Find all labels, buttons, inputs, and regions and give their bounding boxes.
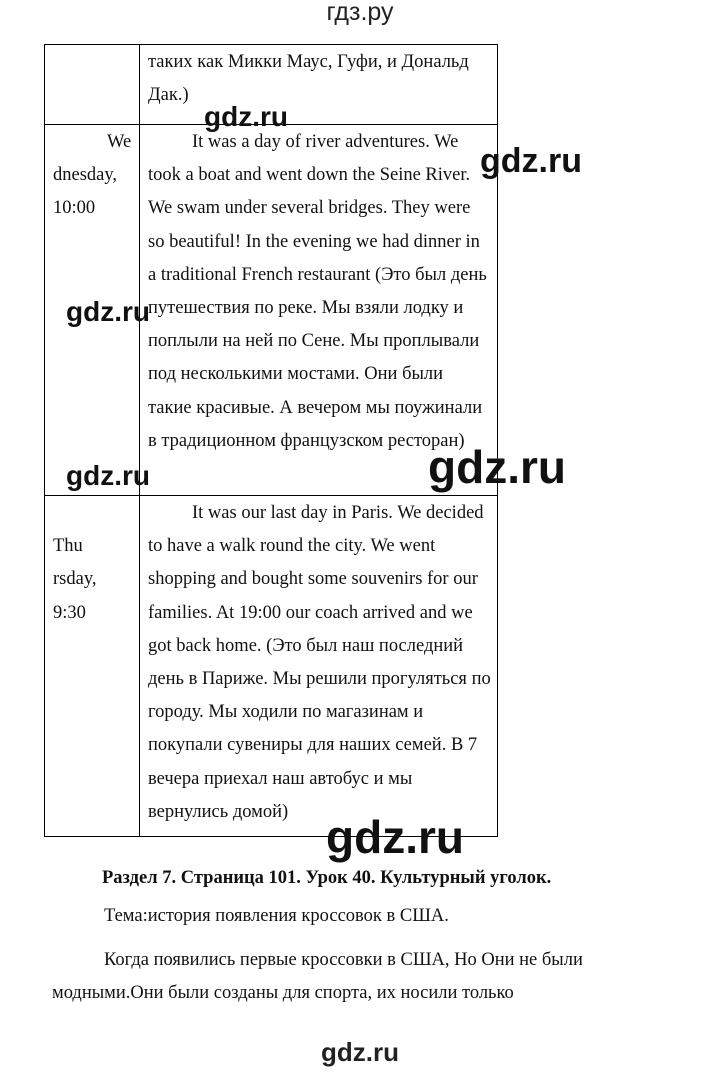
day-cell — [45, 45, 140, 125]
time-label: 10:00 — [53, 198, 96, 219]
watermark: gdz.ru — [66, 460, 150, 491]
footer-watermark: gdz.ru — [321, 1037, 399, 1067]
body-paragraph: Когда появились первые кроссовки в США, Но Они не были модными.Они были созданы для спорта, их носили только — [52, 950, 583, 1003]
day-label: Thu — [53, 536, 83, 557]
entry-text: таких как Микки Маус, Гуфи, и Дональд Дак.) — [148, 52, 469, 106]
day-label: dnesday, — [53, 165, 118, 186]
watermark: gdz.ru — [204, 101, 288, 132]
section-heading: Раздел 7. Страница 101. Урок 40. Культурный уголок. — [102, 868, 552, 888]
watermark: gdz.ru — [480, 142, 582, 180]
day-label: We — [107, 132, 132, 152]
watermark: gdz.ru — [66, 296, 150, 327]
entry-cell — [140, 125, 498, 496]
day-cell — [45, 496, 140, 837]
time-label: 9:30 — [53, 602, 86, 623]
watermark: gdz.ru — [326, 811, 464, 863]
entry-cell — [140, 496, 498, 837]
watermark: gdz.ru — [428, 441, 566, 493]
topic-line: Тема:история появления кроссовок в США. — [104, 906, 449, 926]
table-row — [45, 496, 498, 837]
entry-cell — [140, 45, 498, 125]
day-label: rsday, — [53, 569, 97, 590]
site-header: гдз.ру — [326, 0, 394, 26]
entry-text: It was our last day in Paris. We decided to have a walk round the city. We went shopping and bought some souvenirs for our families. At 19:00 our coach arrived and we got back home. (Это был наш последний день в Париже. Мы решили прогуляться по городу. Мы ходили по магазинам и покупали сувениры для наших семей. В 7 вечера приехал наш автобус и мы вернулись домой) — [148, 503, 491, 822]
entry-text: It was a day of river adventures. We took a boat and went down the Seine River. We swam under several bridges. They were so beautiful! In the evening we had dinner in a traditional French restaurant (Это был день путешествия по реке. Мы взяли лодку и поплыли на ней по Сене. Мы проплывали под несколькими мостами. Они были такие красивые. А вечером мы поужинали в традиционном французском ресторан) — [148, 132, 487, 451]
